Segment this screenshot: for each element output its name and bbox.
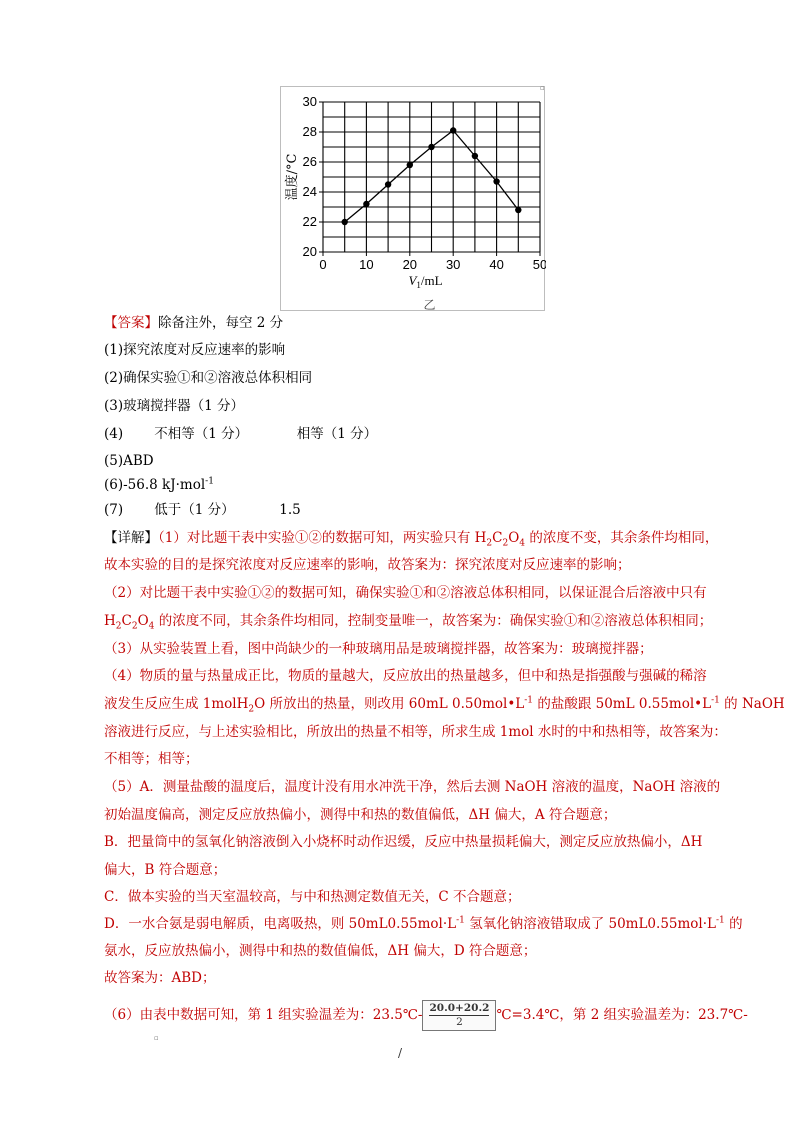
subscript: 4 (519, 538, 526, 549)
x-axis-label: $V_1/mL$ (408, 273, 443, 290)
fraction-numerator: 20.0+20.2 (429, 1002, 490, 1014)
y-axis-label: 温度/°C (285, 153, 300, 201)
data-point (342, 219, 348, 225)
temperature-volume-chart (281, 87, 546, 312)
detail-text: ℃=3.4℃，第 2 组实验温差为：23.7℃- (496, 1007, 748, 1023)
data-point (493, 178, 499, 184)
y-tick-label: 30 (302, 94, 317, 109)
y-tick-label: 22 (302, 214, 317, 229)
data-point (450, 127, 456, 133)
detail-p5-line5: C．做本实验的当天室温较高，与中和热测定数值无关，C 不合题意； (104, 889, 521, 905)
detail-p4-line3: 溶液进行反应，与上述实验相比，所放出的热量不相等，所求生成 1mol 水时的中和热相等，故答案为： (104, 724, 727, 740)
detail-p5-line2: 初始温度偏高，测定反应放热偏小，测得中和热的数值偏低，ΔH 偏大，A 符合题意； (104, 807, 617, 823)
answer-3: (3)玻璃搅拌器（1 分） (104, 398, 245, 414)
page-mark: / (398, 1046, 403, 1060)
y-tick-label: 24 (302, 184, 317, 199)
y-tick-label: 26 (302, 154, 317, 169)
answer-2: (2)确保实验①和②溶液总体积相同 (104, 370, 313, 386)
answer-5: (5)ABD (104, 453, 154, 469)
detail-p4-line4: 不相等；相等； (104, 751, 199, 767)
superscript: -1 (456, 915, 465, 926)
x-tick-label: 0 (319, 257, 327, 272)
superscript: -1 (716, 915, 725, 926)
answer-4 (104, 424, 377, 444)
figure-caption: 乙 (423, 298, 436, 312)
data-point (407, 162, 413, 168)
answer-1: (1)探究浓度对反应速率的影响 (104, 342, 286, 358)
answer-6-value: (6)-56.8 kJ·mol (104, 477, 206, 493)
detail-p1-line1 (104, 528, 718, 548)
data-point (428, 144, 434, 150)
detail-p5-line3: B．把量筒中的氢氧化钠溶液倒入小烧杯时动作迟缓，反应中热量损耗偏大，测定反应放热偏小，ΔH (104, 834, 703, 850)
y-tick-label: 20 (302, 244, 317, 259)
detail-p4-line1: （4）物质的量与热量成正比，物质的量越大，反应放出的热量越多，但中和热是指强酸与强碱的稀溶 (104, 668, 707, 684)
detail-text: （6）由表中数据可知，第 1 组实验温差为：23.5℃- (104, 1007, 423, 1023)
data-point (385, 181, 391, 187)
subscript: 2 (486, 538, 493, 549)
detail-p5-line8: 故答案为：ABD； (104, 970, 216, 986)
figure-frame (280, 86, 545, 311)
detail-p1-line2: 故本实验的目的是探究浓度对反应速率的影响，故答案为：探究浓度对反应速率的影响； (104, 557, 631, 573)
small-box-icon: ▫ (154, 1034, 159, 1042)
detail-p3: （3）从实验装置上看，图中尚缺少的一种玻璃用品是玻璃搅拌器，故答案为：玻璃搅拌器； (104, 641, 653, 657)
x-tick-label: 20 (402, 257, 418, 272)
answer-4-part1: 不相等（1 分） (154, 426, 249, 442)
detail-text: 的 (724, 916, 743, 932)
answer-6 (104, 475, 214, 495)
superscript: -1 (711, 695, 720, 706)
small-box-icon: ▫ (540, 84, 545, 92)
answer-7-number: (7) (104, 502, 124, 518)
detail-p5-line4: 偏大，B 符合题意； (104, 862, 227, 878)
detail-text: 的浓度不变，其余条件均相同， (525, 530, 719, 546)
detail-p6-line1 (104, 1000, 748, 1031)
x-tick-label: 10 (359, 257, 374, 272)
detail-text: 的盐酸跟 50mL 0.55mol•L (533, 696, 712, 712)
detail-p2-line1: （2）对比题干表中实验①②的数据可知，确保实验①和②溶液总体积相同，以保证混合后溶液中只有 (104, 585, 707, 601)
detail-text: （1）对比题干表中实验①②的数据可知，两实验只有 H (158, 530, 487, 546)
detail-text: D．一水合氨是弱电解质，电离吸热，则 50mL0.55mol·L (104, 916, 457, 932)
detail-p4-line2 (104, 694, 785, 714)
answer-note: 除备注外，每空 2 分 (158, 315, 284, 331)
x-tick-label: 50 (532, 257, 546, 272)
detail-text: O (508, 530, 520, 546)
fraction-denominator: 2 (456, 1016, 463, 1028)
subscript: 2 (115, 621, 122, 632)
superscript: -1 (524, 695, 534, 706)
detail-text: H (104, 613, 116, 629)
answer-4-part2: 相等（1 分） (296, 426, 378, 442)
detail-p5-line7: 氨水，反应放热偏小，测得中和热的数值偏低，ΔH 偏大，D 符合题意； (104, 943, 537, 959)
data-point (515, 207, 521, 213)
detail-text: 氢氧化钠溶液错取成了 50mL0.55mol·L (464, 916, 716, 932)
y-tick-label: 28 (302, 124, 317, 139)
x-tick-label: 30 (445, 257, 461, 272)
detail-text: C (492, 530, 503, 546)
answer-4-number: (4) (104, 426, 124, 442)
answer-6-exponent: -1 (205, 476, 214, 487)
detail-text: 液发生反应生成 1molH (104, 696, 249, 712)
detail-text: 的 NaOH (719, 696, 785, 712)
data-point (472, 153, 478, 159)
subscript: 2 (248, 704, 255, 715)
answer-7 (104, 500, 301, 520)
detail-text: C (121, 613, 132, 629)
subscript: 2 (502, 538, 509, 549)
answer-7-part2: 1.5 (279, 502, 301, 518)
subscript: 4 (148, 621, 155, 632)
detail-text: O 所放出的热量，则改用 60mL 0.50mol•L (254, 696, 525, 712)
detail-p5-line1: （5）A．测量盐酸的温度后，温度计没有用水冲洗干净，然后去测 NaOH 溶液的温度，NaOH 溶液的 (104, 779, 721, 795)
subscript: 2 (131, 621, 138, 632)
detail-label: 【详解】 (104, 530, 158, 546)
data-point (363, 201, 369, 207)
detail-text: O (137, 613, 149, 629)
answer-header (104, 313, 283, 333)
fraction-box (422, 1000, 496, 1031)
detail-p5-line6 (104, 914, 743, 934)
answer-label: 【答案】 (104, 315, 158, 331)
detail-text: 的浓度不同，其余条件均相同，控制变量唯一，故答案为：确保实验①和②溶液总体积相同； (154, 613, 713, 629)
detail-p2-line2 (104, 611, 712, 631)
x-tick-label: 40 (489, 257, 504, 272)
answer-7-part1: 低于（1 分） (154, 502, 235, 518)
